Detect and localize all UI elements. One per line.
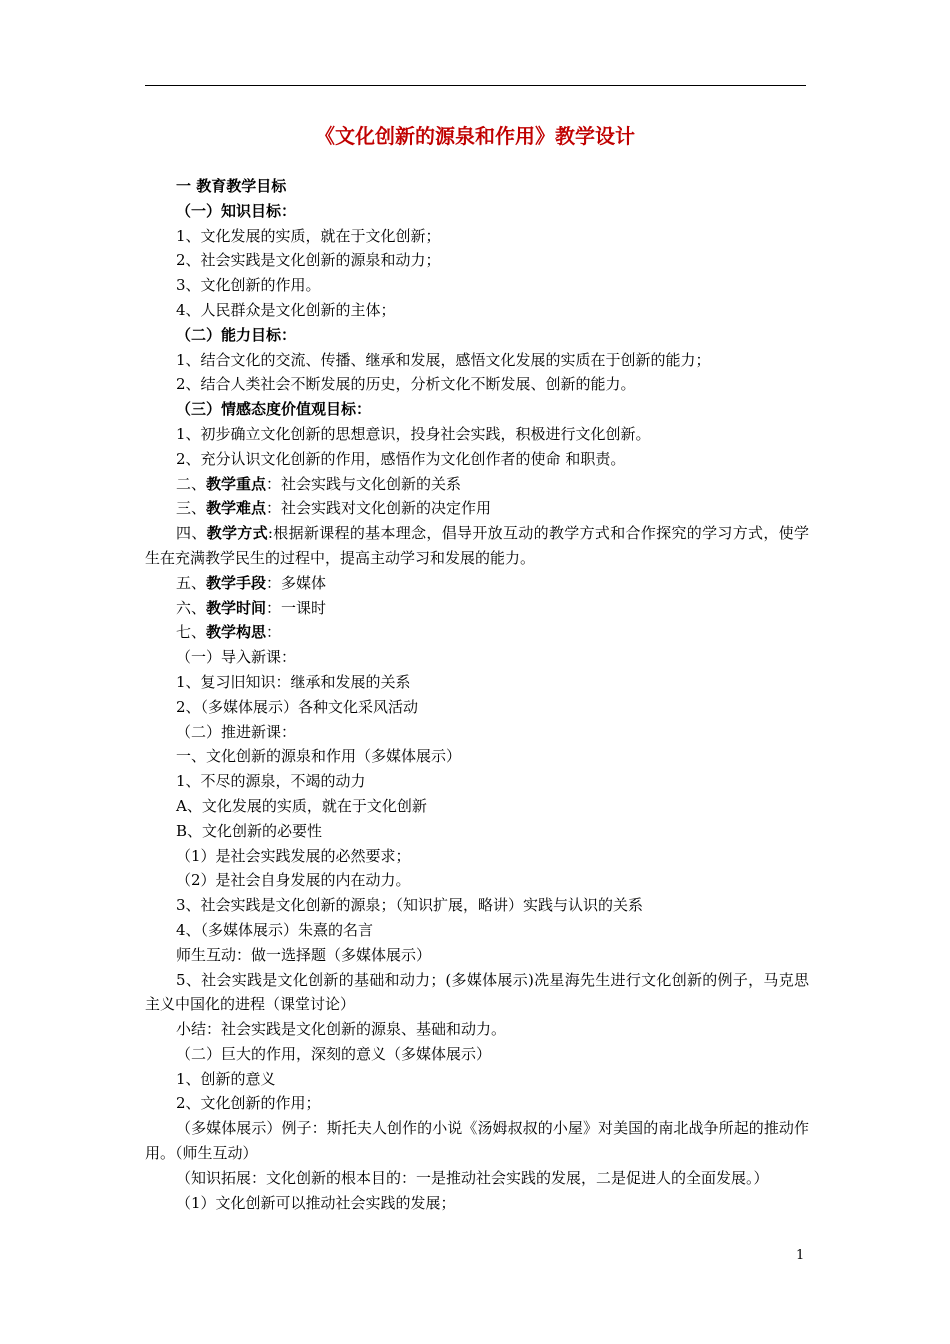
text-line: 2、结合人类社会不断发展的历史，分析文化不断发展、创新的能力。: [176, 375, 636, 394]
text-line: （知识拓展：文化创新的根本目的：一是推动社会实践的发展，二是促进人的全面发展。）: [176, 1168, 769, 1187]
item-text: ：: [266, 623, 282, 642]
text-line: 2、充分认识文化创新的作用，感悟作为文化创作者的使命 和职责。: [176, 449, 626, 468]
text-line: [145, 472, 809, 497]
item-label: 教学重点: [206, 474, 267, 493]
text-line: （一）知识目标：: [176, 201, 297, 220]
text-line: 1、文化发展的实质，就在于文化创新；: [176, 226, 441, 245]
text-line: 2、文化创新的作用；: [176, 1094, 321, 1113]
text-line: （二）能力目标：: [176, 325, 297, 344]
text-line: 1、初步确立文化创新的思想意识，投身社会实践，积极进行文化创新。: [176, 424, 651, 443]
text-line: 一 教育教学目标: [176, 177, 287, 195]
item-label: 教学时间: [206, 598, 267, 617]
item-text: ：一课时: [266, 598, 327, 617]
document-title: 《文化创新的源泉和作用》教学设计: [315, 124, 635, 148]
header-rule: [145, 85, 806, 86]
item-number: 四、: [176, 524, 207, 543]
text-line: 5、社会实践是文化创新的基础和动力；(多媒体展示)冼星海先生进行文化创新的例子，马克思主义中国化的进程（课堂讨论）: [145, 970, 809, 1014]
text-line: [145, 496, 809, 521]
item-label: 教学方式: [206, 524, 268, 543]
text-line: [145, 620, 809, 645]
text-line: 4、（多媒体展示）朱熹的名言: [176, 920, 374, 939]
item-label: 教学手段: [206, 573, 267, 592]
item-number: 六、: [176, 598, 207, 617]
text-line: （一）导入新课：: [176, 648, 297, 667]
text-line: [145, 521, 809, 571]
text-line: [145, 596, 809, 621]
item-number: 三、: [176, 499, 207, 518]
text-line: 1、结合文化的交流、传播、继承和发展，感悟文化发展的实质在于创新的能力；: [176, 350, 711, 369]
text-line: 2、（多媒体展示）各种文化采风活动: [176, 697, 419, 716]
item-label: 教学难点: [206, 499, 267, 518]
text-line: 1、不尽的源泉，不竭的动力: [176, 772, 366, 791]
document-body: [145, 174, 809, 1215]
text-line: 小结：社会实践是文化创新的源泉、基础和动力。: [176, 1020, 507, 1039]
text-line: （三）情感态度价值观目标：: [176, 400, 372, 419]
text-line: 2、社会实践是文化创新的源泉和动力；: [176, 251, 441, 270]
text-line: （2）是社会自身发展的内在动力。: [176, 871, 411, 890]
item-text: ：社会实践与文化创新的关系: [266, 474, 462, 493]
text-line: 3、文化创新的作用。: [176, 276, 321, 295]
item-label: 教学构思: [206, 623, 267, 642]
text-line: （1）文化创新可以推动社会实践的发展；: [176, 1193, 456, 1212]
page-number: 1: [796, 1248, 805, 1263]
item-number: 七、: [176, 623, 207, 642]
text-line: B、文化创新的必要性: [176, 821, 323, 840]
text-line: 1、复习旧知识：继承和发展的关系: [176, 672, 411, 691]
text-line: 一、文化创新的源泉和作用（多媒体展示）: [176, 747, 462, 766]
text-line: 1、创新的意义: [176, 1069, 276, 1088]
text-line: （二）推进新课：: [176, 722, 297, 741]
text-line: （1）是社会实践发展的必然要求；: [176, 846, 411, 865]
item-number: 二、: [176, 474, 207, 493]
item-text: ：社会实践对文化创新的决定作用: [266, 499, 492, 518]
text-line: A、文化发展的实质，就在于文化创新: [176, 796, 427, 815]
item-text: :根据新课程的基本理念，倡导开放互动的教学方式和合作探究的学习方式，使学生在充满教学民生的过程中，提高主动学习和发展的能力。: [145, 524, 809, 567]
text-line: （多媒体展示）例子：斯托夫人创作的小说《汤姆叔叔的小屋》对美国的南北战争所起的推动作用。（师生互动）: [145, 1119, 809, 1163]
text-line: 4、人民群众是文化创新的主体；: [176, 300, 396, 319]
text-line: [145, 571, 809, 596]
text-line: （二）巨大的作用，深刻的意义（多媒体展示）: [176, 1044, 492, 1063]
item-number: 五、: [176, 573, 207, 592]
text-line: 3、社会实践是文化创新的源泉；（知识扩展，略讲）实践与认识的关系: [176, 896, 644, 915]
item-text: ：多媒体: [266, 573, 327, 592]
text-line: 师生互动：做一选择题（多媒体展示）: [176, 945, 432, 964]
